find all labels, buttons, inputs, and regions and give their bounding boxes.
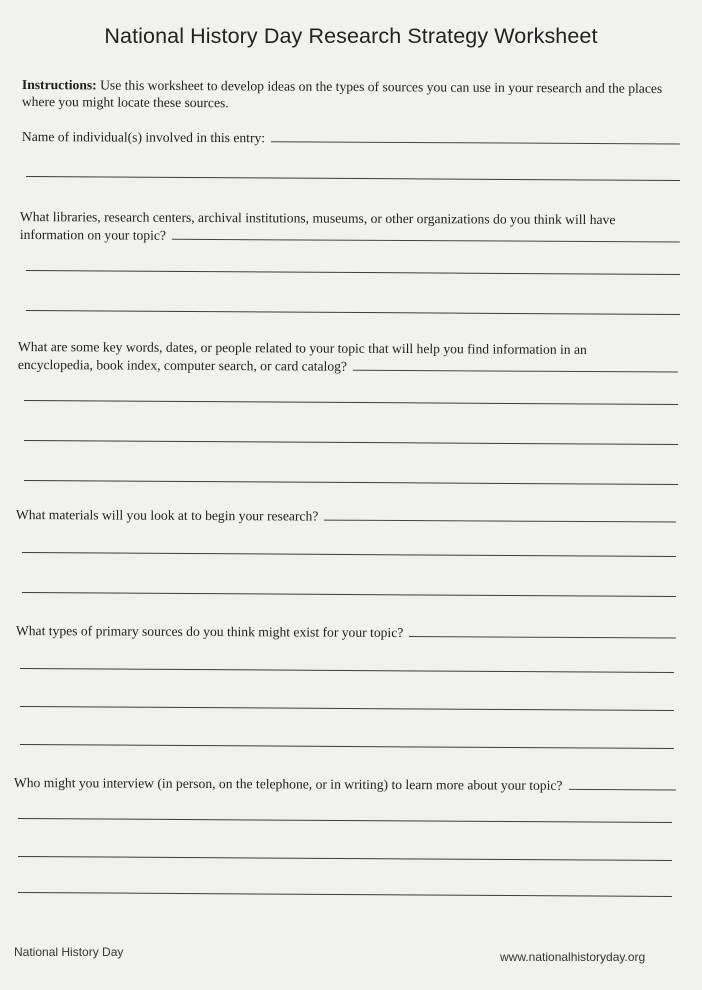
question-primary-sources <box>16 622 676 643</box>
answer-line[interactable] <box>26 310 680 315</box>
answer-line[interactable] <box>20 744 674 749</box>
page-title: National History Day Research Strategy Worksheet <box>104 24 598 48</box>
instructions <box>22 76 682 114</box>
answer-line[interactable] <box>22 592 676 597</box>
answer-line[interactable] <box>26 176 680 181</box>
question-keywords <box>18 338 678 377</box>
question-organizations-text-1: What libraries, research centers, archival institutions, museums, or other organizations do you think will have <box>19 208 616 228</box>
question-keywords-text-1: What are some key words, dates, or people related to your topic that will help you find information in an <box>17 339 587 357</box>
answer-line[interactable] <box>24 480 678 485</box>
instructions-lead: Instructions: <box>21 76 97 93</box>
answer-line[interactable] <box>24 440 678 445</box>
answer-line[interactable] <box>18 892 672 897</box>
answer-line[interactable] <box>568 777 676 791</box>
footer-website: www.nationalhistoryday.org <box>500 950 646 964</box>
answer-line[interactable] <box>271 129 680 144</box>
answer-line[interactable] <box>20 668 674 673</box>
question-keywords-text-2: encyclopedia, book index, computer search, or card catalog? <box>17 356 348 374</box>
question-primary-sources-text: What types of primary sources do you think might exist for your topic? <box>15 623 404 641</box>
instructions-text: Use this worksheet to develop ideas on the types of sources you can use in your research and the places where you might locate these sources. <box>21 77 663 111</box>
question-interview-text: Who might you interview (in person, on the telephone, or in writing) to learn more about your topic? <box>13 775 563 793</box>
question-individuals-text: Name of individual(s) involved in this entry: <box>21 128 266 146</box>
question-organizations <box>20 208 680 247</box>
answer-line[interactable] <box>409 624 676 638</box>
question-materials <box>16 506 676 527</box>
answer-line[interactable] <box>26 270 680 275</box>
answer-line[interactable] <box>24 400 678 405</box>
answer-line[interactable] <box>22 552 676 557</box>
answer-line[interactable] <box>324 508 676 523</box>
question-individuals <box>22 128 680 149</box>
question-materials-text: What materials will you look at to begin your research? <box>15 507 319 524</box>
answer-line[interactable] <box>18 856 672 861</box>
footer-organization: National History Day <box>14 945 124 959</box>
answer-line[interactable] <box>172 227 680 243</box>
question-organizations-text-2: information on your topic? <box>19 226 167 243</box>
answer-line[interactable] <box>20 706 674 711</box>
question-interview <box>14 774 676 795</box>
answer-line[interactable] <box>18 818 672 823</box>
answer-line[interactable] <box>353 358 678 373</box>
